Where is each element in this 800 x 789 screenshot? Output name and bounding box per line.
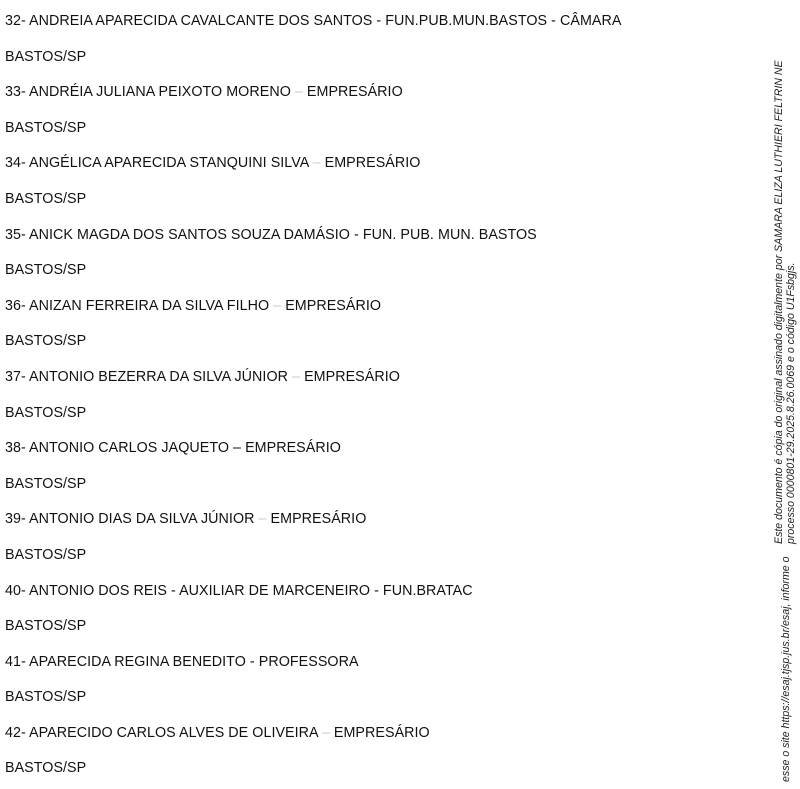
entry-line: 36- ANIZAN FERREIRA DA SILVA FILHO – EMPRESÁRIO xyxy=(5,297,382,314)
entry-line: 33- ANDRÉIA JULIANA PEIXOTO MORENO – EMPRESÁRIO xyxy=(5,84,403,101)
entry-line: 40- ANTONIO DOS REIS - AUXILIAR DE MARCENEIRO - FUN.BRATAC xyxy=(5,582,473,599)
entry-location: BASTOS/SP xyxy=(5,475,87,492)
entry-line: 38- ANTONIO CARLOS JAQUETO – EMPRESÁRIO xyxy=(5,440,341,457)
side-note-right xyxy=(773,60,797,544)
entry-line: 39- ANTONIO DIAS DA SILVA JÚNIOR – EMPRESÁRIO xyxy=(5,511,367,528)
entry-line: 37- ANTONIO BEZERRA DA SILVA JÚNIOR – EMPRESÁRIO xyxy=(5,368,400,385)
entry-location: BASTOS/SP xyxy=(5,404,87,421)
entry-location: BASTOS/SP xyxy=(5,546,87,563)
side-note-left: esse o site https://esaj.tjsp.jus.br/esaj, informe o xyxy=(780,556,792,782)
entry-location: BASTOS/SP xyxy=(5,618,87,635)
entry-line: 34- ANGÉLICA APARECIDA STANQUINI SILVA – EMPRESÁRIO xyxy=(5,155,421,172)
entry-location: BASTOS/SP xyxy=(5,190,87,207)
side-note-line-2: processo 0000801-29.2025.8.26.0069 e o código U1Fsbgjs. xyxy=(785,262,797,544)
entry-line: 32- ANDREIA APARECIDA CAVALCANTE DOS SANTOS - FUN.PUB.MUN.BASTOS - CÂMARA xyxy=(5,13,622,29)
side-note-line-1: Este documento é cópia do original assinado digitalmente por SAMARA ELIZA LUTHIERI FELTRIN NE xyxy=(773,60,785,544)
entry-location: BASTOS/SP xyxy=(5,262,87,279)
entry-location: BASTOS/SP xyxy=(5,689,87,706)
entry-location: BASTOS/SP xyxy=(5,119,87,136)
document-body xyxy=(5,6,750,789)
entry-location: BASTOS/SP xyxy=(5,333,87,350)
entry-line: 41- APARECIDA REGINA BENEDITO - PROFESSORA xyxy=(5,653,359,670)
digital-signature-notice xyxy=(765,0,800,782)
entry-line: 42- APARECIDO CARLOS ALVES DE OLIVEIRA – EMPRESÁRIO xyxy=(5,724,430,741)
entry-location: BASTOS/SP xyxy=(5,48,87,65)
entry-location: BASTOS/SP xyxy=(5,760,87,777)
entry-line: 35- ANICK MAGDA DOS SANTOS SOUZA DAMÁSIO - FUN. PUB. MUN. BASTOS xyxy=(5,226,537,243)
